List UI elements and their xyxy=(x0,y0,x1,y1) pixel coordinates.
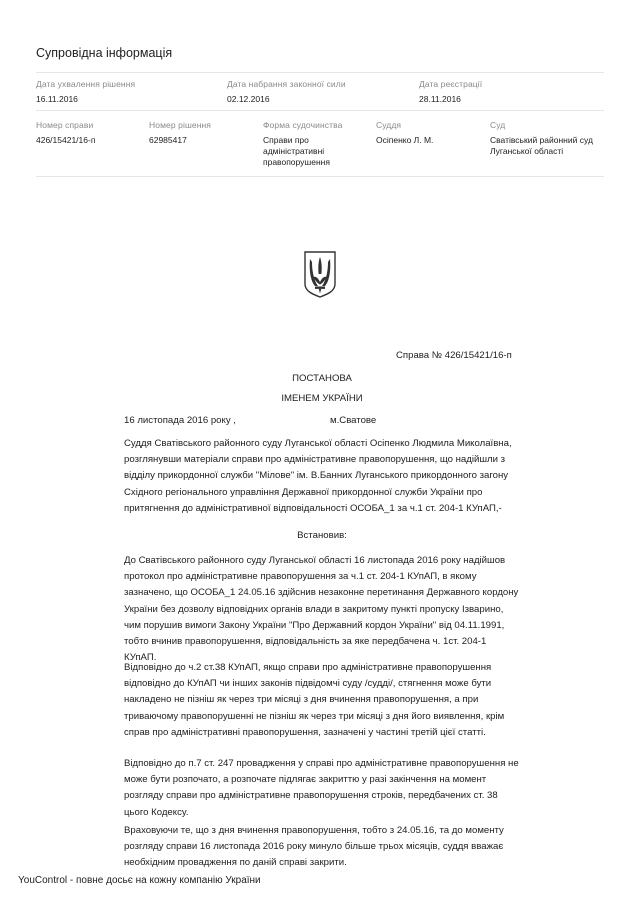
field-value: 62985417 xyxy=(149,135,187,145)
field-value: 16.11.2016 xyxy=(36,94,78,104)
document-subheading: ІМЕНЕМ УКРАЇНИ xyxy=(281,393,363,404)
field-value: Сватівський районний суд Луганської області xyxy=(490,135,593,156)
field-value: 28.11.2016 xyxy=(419,94,461,104)
document-heading: ПОСТАНОВА xyxy=(292,373,352,384)
field-value: 02.12.2016 xyxy=(227,94,270,104)
field-court xyxy=(490,120,602,157)
document-place: м.Сватове xyxy=(330,415,377,426)
paragraph-2: Відповідно до ч.2 ст.38 КУпАП, якщо справи про адміністративне правопорушення відповідно до КУпАП чи інших законів підвідомчі суду /судді/, стягнення може бути накладено не пізніш як через три місяці з дня вчинення правопорушення, а при триваючому правопорушенні не пізніш як через три місяці з дня його виявлення, крім справ про адміністративні правопорушення, зазначені у частині третій цієї статті. xyxy=(124,662,505,738)
field-label: Суд xyxy=(490,120,506,130)
trident-icon xyxy=(302,250,338,298)
field-label: Дата реєстрації xyxy=(419,79,483,89)
established-heading: Встановив: xyxy=(297,530,347,541)
field-decision-date xyxy=(36,79,216,105)
field-label: Суддя xyxy=(376,120,402,130)
field-value: Справи про адміністративні правопорушення xyxy=(263,135,330,167)
field-label: Номер справи xyxy=(36,120,94,130)
divider-top xyxy=(36,72,604,73)
field-label: Форма судочинства xyxy=(263,120,343,130)
date-place-line xyxy=(124,413,520,429)
divider-bottom xyxy=(36,176,604,177)
field-registration-date xyxy=(419,79,599,105)
field-judge xyxy=(376,120,481,146)
case-reference: Справа № 426/15421/16-п xyxy=(396,350,512,361)
paragraph-1: До Сватівського районного суду Луганської області 16 листопада 2016 року надійшов протокол про адміністративне правопорушення за ч.1 ст. 204-1 КУпАП, в якому зазначено, що ОСОБА_1 24.05.16 здійснив незаконне перетинання Державного кордону України без дозволу відповідних органів влади в закритому пункті пропуску Ізварино, чим порушив вимоги Закону України "Про Державний кордон України" від 04.11.1991, тобто вчинив правопорушення, відповідальність за яке передбачена ч. 1ст. 204-1 КУпАП. xyxy=(124,555,519,664)
field-value: Осіпенко Л. М. xyxy=(376,135,434,145)
paragraph-3: Відповідно до п.7 ст. 247 провадження у справі про адміністративне правопорушення не може бути розпочато, а розпочате підлягає закриттю у разі закінчення на момент розгляду справи про адміністративне правопорушення строків, передбачених ст. 38 цього Кодексу. xyxy=(124,758,519,818)
field-proceeding-form xyxy=(263,120,363,168)
divider-middle xyxy=(36,110,604,111)
footer-text: YouControl - повне досьє на кожну компанію України xyxy=(18,875,261,886)
field-effective-date xyxy=(227,79,407,105)
field-value: 426/15421/16-п xyxy=(36,135,96,145)
document-date: 16 листопада 2016 року , xyxy=(124,415,236,426)
intro-paragraph: Суддя Сватівського районного суду Луганської області Осіпенко Людмила Миколаївна, розглянувши матеріали справи про адміністративне правопорушення, що надійшли з відділу прикордонної служби "Мілове" ім. В.Банних Луганського прикордонного загону Східного регіонального управління Державної прикордонної служби України про притягнення до адміністративної відповідальності ОСОБА_1 за ч.1 ст. 204-1 КУпАП,- xyxy=(124,438,512,514)
field-label: Номер рішення xyxy=(149,120,211,130)
field-label: Дата ухвалення рішення xyxy=(36,79,136,89)
paragraph-4: Враховуючи те, що з дня вчинення правопорушення, тобто з 24.05.16, та до моменту розгляду справи 16 листопада 2016 року минуло більше трьох місяців, суддя вважає необхідним провадження по даній справі закрити. xyxy=(124,825,504,869)
info-title: Супровідна інформація xyxy=(36,46,173,60)
field-decision-number xyxy=(149,120,254,146)
field-case-number xyxy=(36,120,141,146)
field-label: Дата набрання законної сили xyxy=(227,79,346,89)
